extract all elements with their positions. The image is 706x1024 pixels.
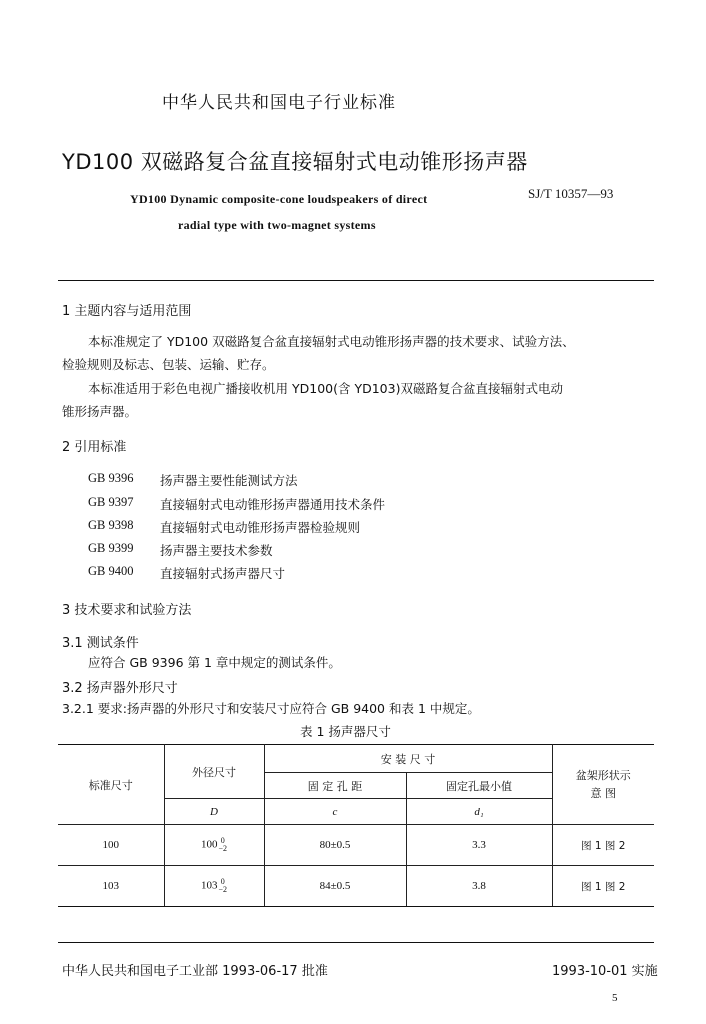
- tolerance-lower: −2: [218, 885, 227, 894]
- standard-code: SJ/T 10357—93: [528, 186, 614, 201]
- tolerance: [218, 878, 227, 894]
- section-1-para1-line1: 本标准规定了 YD100 双磁路复合盆直接辐射式电动锥形扬声器的技术要求、试验方法、: [88, 334, 575, 349]
- cell-hole-distance: 80±0.5: [264, 825, 406, 866]
- header-nominal-size: 标准尺寸: [58, 745, 164, 825]
- section-1-para2-line1: 本标准适用于彩色电视广播接收机用 YD100(含 YD103)双磁路复合盆直接辐射式电动: [88, 381, 563, 396]
- page-number: 5: [612, 992, 618, 1004]
- document-title: YD100 双磁路复合盆直接辐射式电动锥形扬声器: [62, 150, 528, 174]
- tolerance: [218, 837, 227, 853]
- section-3-heading: 3 技术要求和试验方法: [62, 603, 192, 618]
- section-1-para1-line2: 检验规则及标志、包装、运输、贮存。: [62, 357, 275, 372]
- table-row: [58, 866, 654, 907]
- ref-code: GB 9396: [88, 471, 134, 485]
- cell-nominal: 100: [58, 825, 164, 866]
- symbol-distance-c: c: [264, 799, 406, 825]
- section-1-para2-line2: 锥形扬声器。: [62, 404, 138, 419]
- ref-name: 直接辐射式扬声器尺寸: [160, 566, 286, 581]
- cell-outer: [164, 825, 264, 866]
- header-frame-diagram: 盆架形状示 意 图: [552, 745, 654, 825]
- document-header: 中华人民共和国电子行业标准: [162, 93, 396, 113]
- cell-frame: 图 1 图 2: [552, 866, 654, 907]
- dimensions-table: [58, 744, 654, 907]
- cell-hole-min: 3.8: [406, 866, 552, 907]
- header-hole-distance: 固 定 孔 距: [264, 773, 406, 799]
- header-installation: 安 装 尺 寸: [264, 745, 552, 773]
- section-3-1-heading: 3.1 测试条件: [62, 636, 139, 651]
- title-english-line1: YD100 Dynamic composite-cone loudspeakers of direct: [130, 192, 428, 206]
- outer-value: 103: [200, 879, 218, 892]
- header-hole-min: 固定孔最小值: [406, 773, 552, 799]
- ref-code: GB 9399: [88, 541, 134, 555]
- tolerance-upper: 0: [220, 877, 225, 886]
- section-1-heading: 1 主题内容与适用范围: [62, 304, 192, 319]
- table-row: [58, 825, 654, 866]
- section-3-2-1-text: 3.2.1 要求:扬声器的外形尺寸和安装尺寸应符合 GB 9400 和表 1 中规定。: [62, 701, 480, 716]
- header-divider: [58, 280, 654, 281]
- section-3-2-heading: 3.2 扬声器外形尺寸: [62, 681, 178, 696]
- ref-code: GB 9398: [88, 518, 134, 532]
- ref-name: 直接辐射式电动锥形扬声器通用技术条件: [160, 497, 386, 512]
- ref-code: GB 9400: [88, 564, 134, 578]
- ref-code: GB 9397: [88, 495, 134, 509]
- title-english-line2: radial type with two-magnet systems: [178, 218, 376, 232]
- ref-name: 扬声器主要性能测试方法: [160, 473, 298, 488]
- outer-value: 100: [200, 838, 218, 851]
- approval-note: 中华人民共和国电子工业部 1993-06-17 批准: [62, 964, 328, 979]
- section-2-heading: 2 引用标准: [62, 440, 127, 455]
- table-caption: 表 1 扬声器尺寸: [300, 724, 391, 739]
- cell-outer: [164, 866, 264, 907]
- header-outer-diameter: 外径尺寸: [164, 745, 264, 799]
- cell-hole-min: 3.3: [406, 825, 552, 866]
- cell-nominal: 103: [58, 866, 164, 907]
- symbol-outer-d: D: [164, 799, 264, 825]
- section-3-1-text: 应符合 GB 9396 第 1 章中规定的测试条件。: [88, 655, 341, 670]
- cell-hole-distance: 84±0.5: [264, 866, 406, 907]
- symbol-min-d1: d₁: [406, 799, 552, 825]
- effective-date: 1993-10-01 实施: [552, 964, 658, 979]
- ref-name: 直接辐射式电动锥形扬声器检验规则: [160, 520, 361, 535]
- footer-divider: [58, 942, 654, 943]
- tolerance-upper: 0: [220, 836, 225, 845]
- ref-name: 扬声器主要技术参数: [160, 543, 273, 558]
- tolerance-lower: −2: [218, 844, 227, 853]
- cell-frame: 图 1 图 2: [552, 825, 654, 866]
